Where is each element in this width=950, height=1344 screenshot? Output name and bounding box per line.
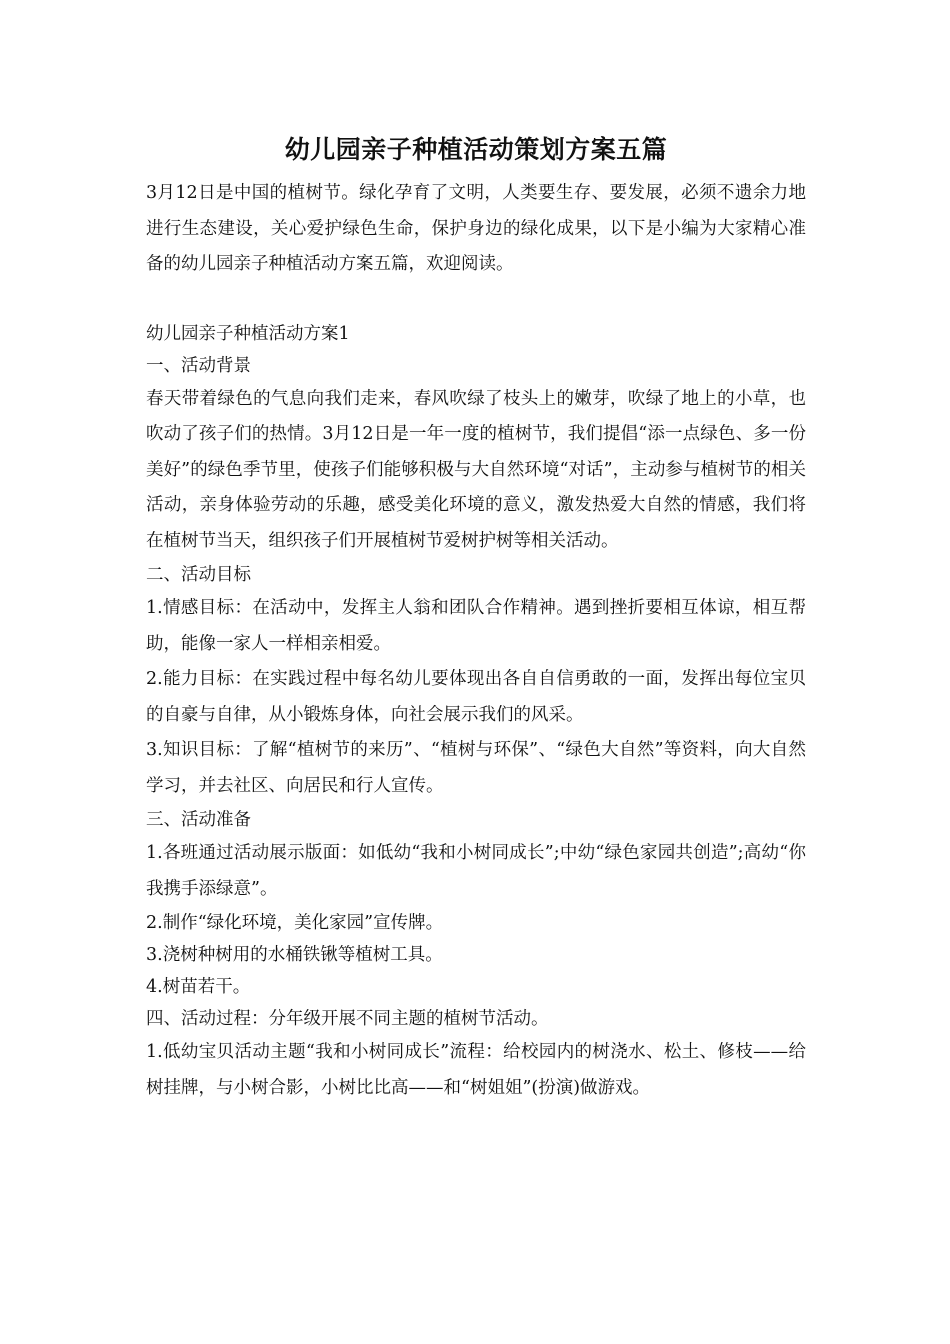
goal-item-knowledge: 3.知识目标：了解“植树节的来历”、“植树与环保”、“绿色大自然”等资料，向大自然学习，并去社区、向居民和行人宣传。 xyxy=(146,740,806,796)
goal-item-emotion: 1.情感目标：在活动中，发挥主人翁和团队合作精神。遇到挫折要相互体谅，相互帮助，能像一家人一样相亲相爱。 xyxy=(146,598,806,654)
goal-item-ability: 2.能力目标：在实践过程中每名幼儿要体现出各自自信勇敢的一面，发挥出每位宝贝的自豪与自律，从小锻炼身体，向社会展示我们的风采。 xyxy=(146,669,806,725)
prep-item-signs: 2.制作“绿化环境，美化家园”宣传牌。 xyxy=(146,913,444,933)
prep-item-tools: 3.浇树种树用的水桶铁锹等植树工具。 xyxy=(146,945,443,965)
section-heading-background: 一、活动背景 xyxy=(146,355,251,376)
section-background-body: 春天带着绿色的气息向我们走来，春风吹绿了枝头上的嫩芽，吹绿了地上的小草，也吹动了孩子们的热情。3月12日是一年一度的植树节，我们提倡“添一点绿色、多一份美好”的绿色季节里，使孩子们能够积极与大自然环境“对话”，主动参与植树节的相关活动，亲身体验劳动的乐趣，感受美化环境的意义，激发热爱大自然的情感，我们将在植树节当天，组织孩子们开展植树节爱树护树等相关活动。 xyxy=(146,388,806,551)
plan-heading: 幼儿园亲子种植活动方案1 xyxy=(146,323,350,344)
document-page xyxy=(146,130,806,1106)
section-heading-goals: 二、活动目标 xyxy=(146,565,251,585)
section-heading-preparation: 三、活动准备 xyxy=(146,810,251,830)
blank-line xyxy=(146,283,806,318)
process-item-junior: 1.低幼宝贝活动主题“我和小树同成长”流程：给校园内的树浇水、松土、修枝——给树挂牌，与小树合影，小树比比高——和“树姐姐”(扮演)做游戏。 xyxy=(146,1042,806,1098)
section-heading-process: 四、活动过程：分年级开展不同主题的植树节活动。 xyxy=(146,1009,549,1029)
document-title: 幼儿园亲子种植活动策划方案五篇 xyxy=(284,135,668,164)
intro-paragraph: 3月12日是中国的植树节。绿化孕育了文明，人类要生存、要发展，必须不遗余力地进行生态建设，关心爱护绿色生命，保护身边的绿化成果，以下是小编为大家精心准备的幼儿园亲子种植活动方案五篇，欢迎阅读。 xyxy=(146,183,806,274)
prep-item-saplings: 4.树苗若干。 xyxy=(146,977,251,997)
prep-item-boards: 1.各班通过活动展示版面：如低幼“我和小树同成长”;中幼“绿色家园共创造”;高幼“你我携手添绿意”。 xyxy=(146,843,806,899)
